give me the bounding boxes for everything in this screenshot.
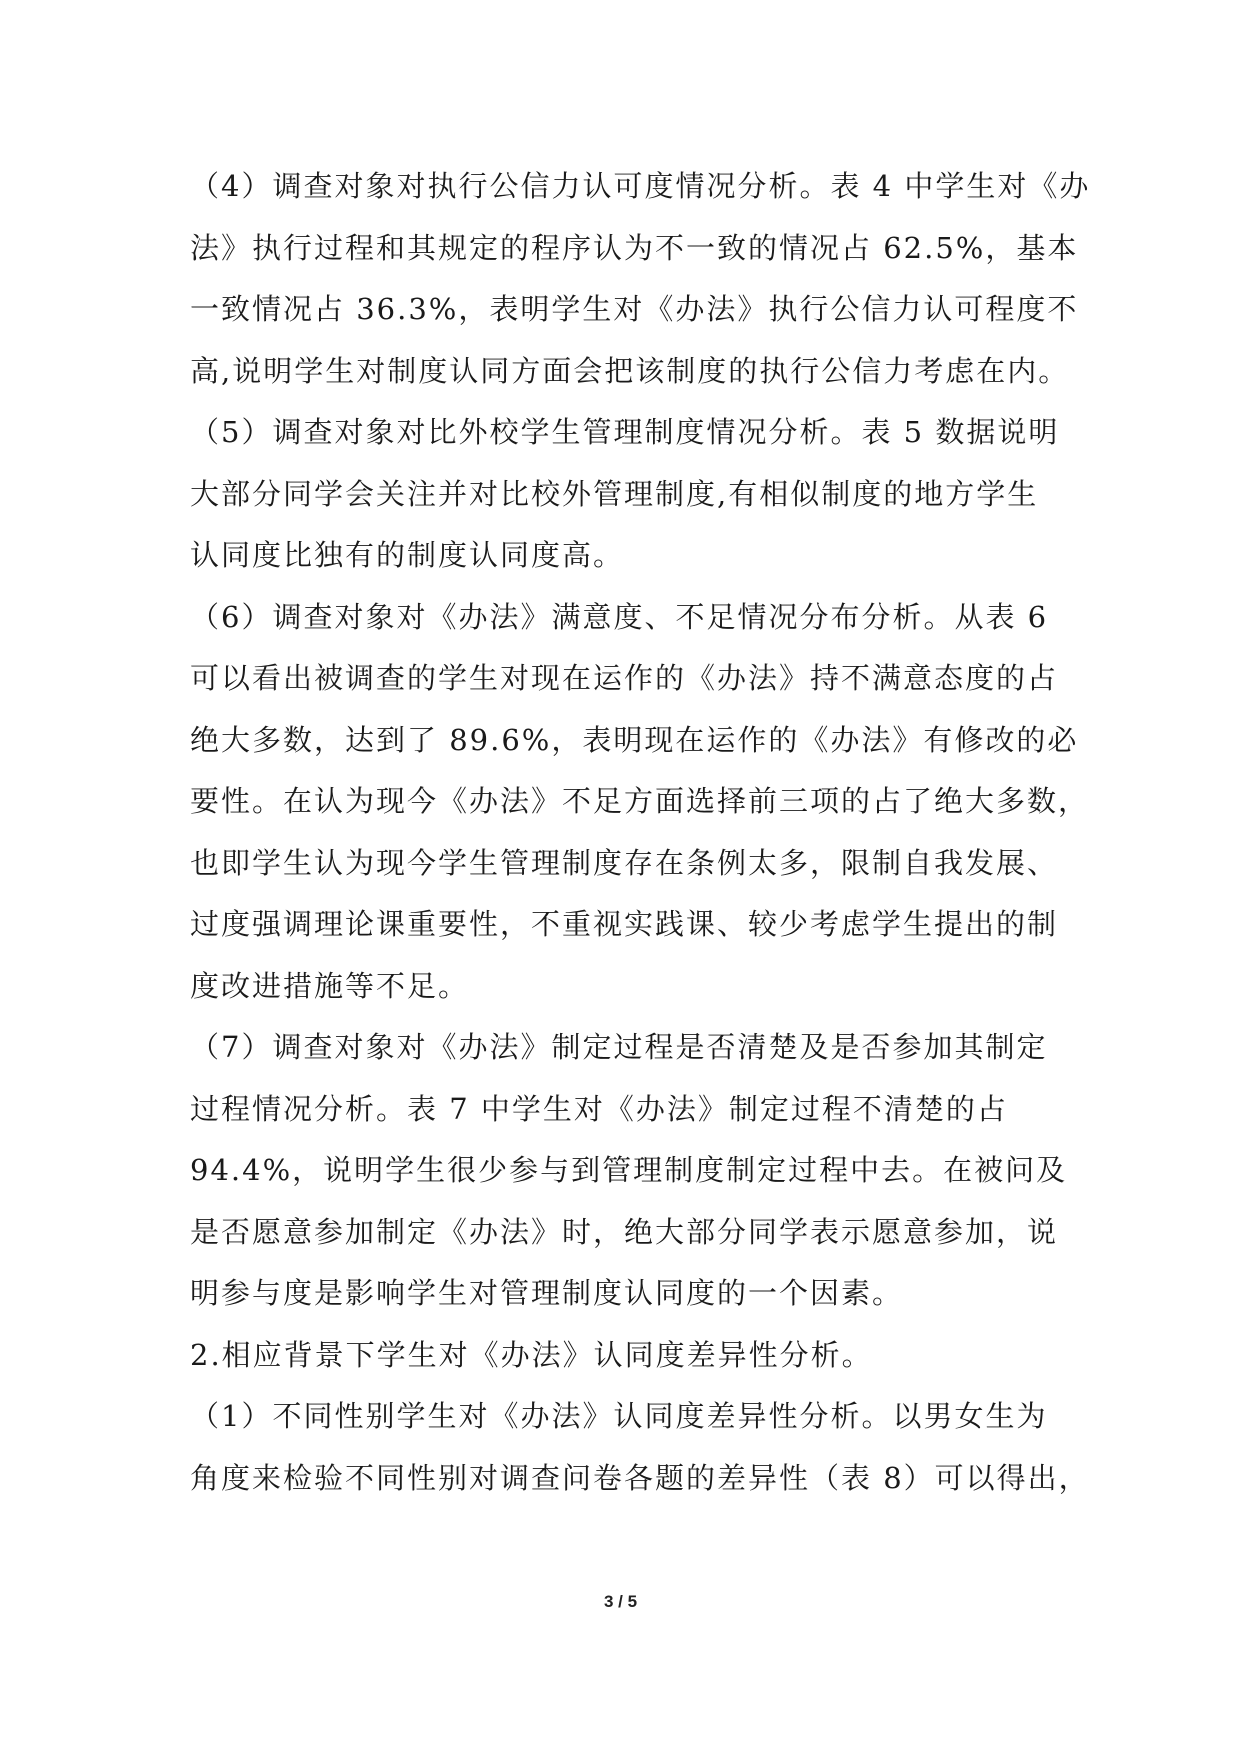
text-line: （7）调查对象对《办法》制定过程是否清楚及是否参加其制定 [190,1030,1048,1064]
section-heading: 2.相应背景下学生对《办法》认同度差异性分析。 [190,1337,873,1372]
text-line: （5）调查对象对比外校学生管理制度情况分析。表 5 数据说明 [190,415,1060,449]
text-line: 要性。在认为现今《办法》不足方面选择前三项的占了绝大多数， [190,784,1090,818]
text-line: 度改进措施等不足。 [190,968,470,1003]
text-line: 过程情况分析。表 7 中学生对《办法》制定过程不清楚的占 [190,1091,1008,1126]
text-line: 明参与度是影响学生对管理制度认同度的一个因素。 [190,1276,904,1310]
text-line: 大部分同学会关注并对比校外管理制度,有相似制度的地方学生 [190,476,1039,511]
page-number: 3 / 5 [603,1592,638,1611]
text-line: （6）调查对象对《办法》满意度、不足情况分布分析。从表 6 [190,599,1049,634]
text-line: 可以看出被调查的学生对现在运作的《办法》持不满意态度的占 [190,661,1059,695]
text-line: 高,说明学生对制度认同方面会把该制度的执行公信力考虑在内。 [190,353,1070,388]
text-line: 94.4%，说明学生很少参与到管理制度制定过程中去。在被问及 [190,1153,1068,1187]
text-line: 法》执行过程和其规定的程序认为不一致的情况占 62.5%，基本 [190,230,1079,265]
text-line: 绝大多数，达到了 89.6%，表明现在运作的《办法》有修改的必 [190,722,1079,757]
text-line: 过度强调理论课重要性，不重视实践课、较少考虑学生提出的制 [190,907,1059,941]
text-line: 也即学生认为现今学生管理制度存在条例太多，限制自我发展、 [190,845,1059,880]
text-line: 是否愿意参加制定《办法》时，绝大部分同学表示愿意参加，说 [190,1214,1059,1249]
text-line: 认同度比独有的制度认同度高。 [190,538,625,572]
text-line: （1）不同性别学生对《办法》认同度差异性分析。以男女生为 [190,1399,1048,1433]
text-line: 一致情况占 36.3%，表明学生对《办法》执行公信力认可程度不 [190,292,1079,326]
text-line: （4）调查对象对执行公信力认可度情况分析。表 4 中学生对《办 [190,169,1091,203]
text-line: 角度来检验不同性别对调查问卷各题的差异性（表 8）可以得出， [190,1460,1090,1495]
document-body [190,156,1091,1509]
